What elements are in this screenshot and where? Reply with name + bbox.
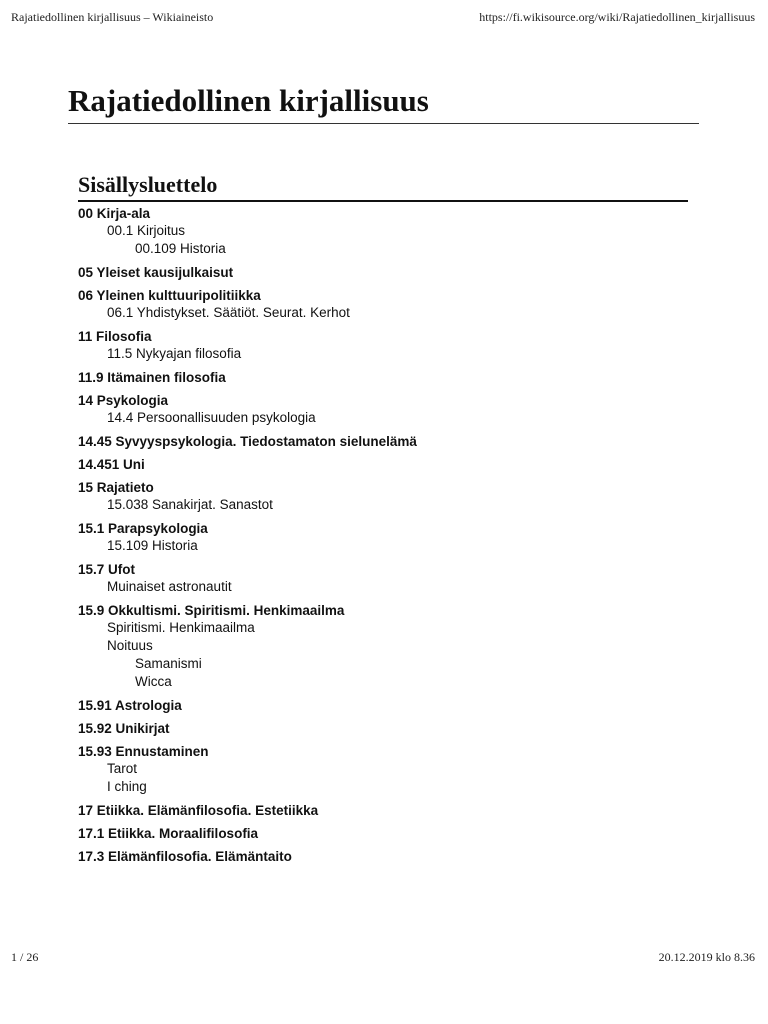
toc-group bbox=[78, 848, 698, 865]
toc-link-level3[interactable]: Samanismi bbox=[135, 656, 202, 671]
toc-link-level1[interactable]: 11 Filosofia bbox=[78, 329, 152, 344]
print-header-url[interactable]: https://fi.wikisource.org/wiki/Rajatiedollinen_kirjallisuus bbox=[479, 10, 755, 24]
toc-link-level2[interactable]: Noituus bbox=[107, 638, 153, 653]
toc-link-level2[interactable]: 06.1 Yhdistykset. Säätiöt. Seurat. Kerhot bbox=[107, 305, 350, 320]
toc-link-level1[interactable]: 15.9 Okkultismi. Spiritismi. Henkimaailma bbox=[78, 603, 345, 618]
toc-group bbox=[78, 802, 698, 819]
toc-group bbox=[78, 720, 698, 737]
toc-link-level1[interactable]: 15.92 Unikirjat bbox=[78, 721, 170, 736]
toc-group bbox=[78, 561, 698, 596]
toc-link-level2[interactable]: Tarot bbox=[107, 761, 138, 776]
toc-link-level2[interactable]: 15.109 Historia bbox=[107, 538, 198, 553]
toc-link-level2[interactable]: Muinaiset astronautit bbox=[107, 579, 232, 594]
toc-heading: Sisällysluettelo bbox=[78, 171, 688, 202]
toc-link-level3[interactable]: Wicca bbox=[135, 674, 172, 689]
toc-link-level2[interactable]: 15.038 Sanakirjat. Sanastot bbox=[107, 497, 273, 512]
toc-group bbox=[78, 602, 698, 691]
print-header-page-title: Rajatiedollinen kirjallisuus – Wikiaineisto bbox=[11, 10, 214, 24]
toc-group bbox=[78, 328, 698, 363]
toc-link-level1[interactable]: 14.451 Uni bbox=[78, 457, 145, 472]
toc-link-level1[interactable]: 11.9 Itämainen filosofia bbox=[78, 370, 226, 385]
toc-link-level1[interactable]: 15.91 Astrologia bbox=[78, 698, 182, 713]
toc-link-level1[interactable]: 14 Psykologia bbox=[78, 393, 169, 408]
toc-link-level1[interactable]: 06 Yleinen kulttuuripolitiikka bbox=[78, 288, 261, 303]
table-of-contents bbox=[78, 205, 698, 871]
toc-link-level1[interactable]: 17 Etiikka. Elämänfilosofia. Estetiikka bbox=[78, 803, 319, 818]
toc-group bbox=[78, 456, 698, 473]
toc-link-level2[interactable]: 00.1 Kirjoitus bbox=[107, 223, 186, 238]
toc-group bbox=[78, 369, 698, 386]
toc-group bbox=[78, 479, 698, 514]
toc-group bbox=[78, 264, 698, 281]
toc-link-level1[interactable]: 15.93 Ennustaminen bbox=[78, 744, 209, 759]
toc-link-level2[interactable]: 11.5 Nykyajan filosofia bbox=[107, 346, 242, 361]
toc-link-level1[interactable]: 17.3 Elämänfilosofia. Elämäntaito bbox=[78, 849, 292, 864]
toc-link-level1[interactable]: 15.1 Parapsykologia bbox=[78, 521, 208, 536]
toc-link-level1[interactable]: 00 Kirja-ala bbox=[78, 206, 151, 221]
toc-link-level1[interactable]: 15 Rajatieto bbox=[78, 480, 154, 495]
toc-group bbox=[78, 743, 698, 796]
toc-group bbox=[78, 287, 698, 322]
toc-group bbox=[78, 697, 698, 714]
toc-group bbox=[78, 392, 698, 427]
toc-link-level2[interactable]: 14.4 Persoonallisuuden psykologia bbox=[107, 410, 316, 425]
toc-group bbox=[78, 433, 698, 450]
toc-link-level1[interactable]: 17.1 Etiikka. Moraalifilosofia bbox=[78, 826, 259, 841]
toc-group bbox=[78, 520, 698, 555]
toc-group bbox=[78, 205, 698, 258]
page-counter: 1 / 26 bbox=[11, 950, 39, 964]
toc-link-level2[interactable]: Spiritismi. Henkimaailma bbox=[107, 620, 255, 635]
toc-link-level1[interactable]: 15.7 Ufot bbox=[78, 562, 136, 577]
toc-group bbox=[78, 825, 698, 842]
print-datetime: 20.12.2019 klo 8.36 bbox=[658, 950, 755, 964]
page-title: Rajatiedollinen kirjallisuus bbox=[68, 82, 699, 124]
toc-link-level1[interactable]: 14.45 Syvyyspsykologia. Tiedostamaton sielunelämä bbox=[78, 434, 417, 449]
toc-link-level3[interactable]: 00.109 Historia bbox=[135, 241, 226, 256]
toc-link-level1[interactable]: 05 Yleiset kausijulkaisut bbox=[78, 265, 234, 280]
toc-link-level2[interactable]: I ching bbox=[107, 779, 147, 794]
